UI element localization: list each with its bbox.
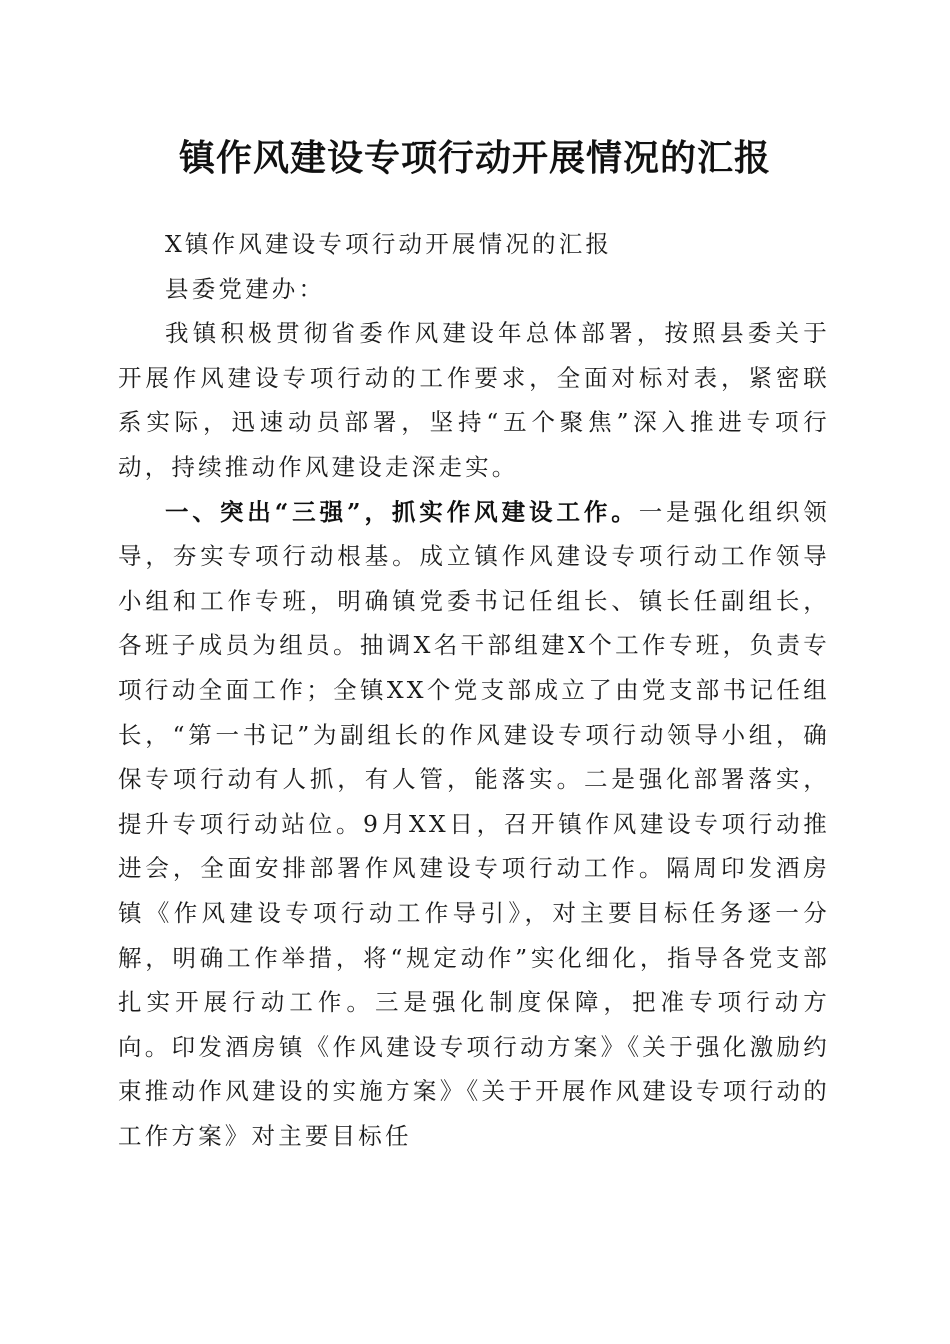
document-subtitle: X镇作风建设专项行动开展情况的汇报 [165, 230, 613, 258]
document-body [118, 222, 830, 1158]
section-1-paragraph [118, 490, 830, 1159]
intro-paragraph: 我镇积极贯彻省委作风建设年总体部署，按照县委关于开展作风建设专项行动的工作要求，全面对标对表，紧密联系实际，迅速动员部署，坚持“五个聚焦”深入推进专项行动，持续推动作风建设走深走实。 [118, 319, 830, 481]
document-title: 镇作风建设专项行动开展情况的汇报 [178, 137, 771, 179]
section-1-body: 一是强化组织领导，夯实专项行动根基。成立镇作风建设专项行动工作领导小组和工作专班，明确镇党委书记任组长、镇长任副组长，各班子成员为组员。抽调X名干部组建X个工作专班，负责专项行动全面工作；全镇XX个党支部成立了由党支部书记任组长，“第一书记”为副组长的作风建设专项行动领导小组，确保专项行动有人抓，有人管，能落实。二是强化部署落实，提升专项行动站位。9月XX日，召开镇作风建设专项行动推进会，全面安排部署作风建设专项行动工作。隔周印发酒房镇《作风建设专项行动工作导引》，对主要目标任务逐一分解，明确工作举措，将“规定动作”实化细化，指导各党支部扎实开展行动工作。三是强化制度保障，把准专项行动方向。印发酒房镇《作风建设专项行动方案》《关于强化激励约束推动作风建设的实施方案》《关于开展作风建设专项行动的工作方案》对主要目标任 [118, 497, 830, 1150]
section-1-heading: 一、突出“三强”，抓实作风建设工作。 [165, 497, 639, 526]
addressee: 县委党建办： [165, 274, 326, 303]
